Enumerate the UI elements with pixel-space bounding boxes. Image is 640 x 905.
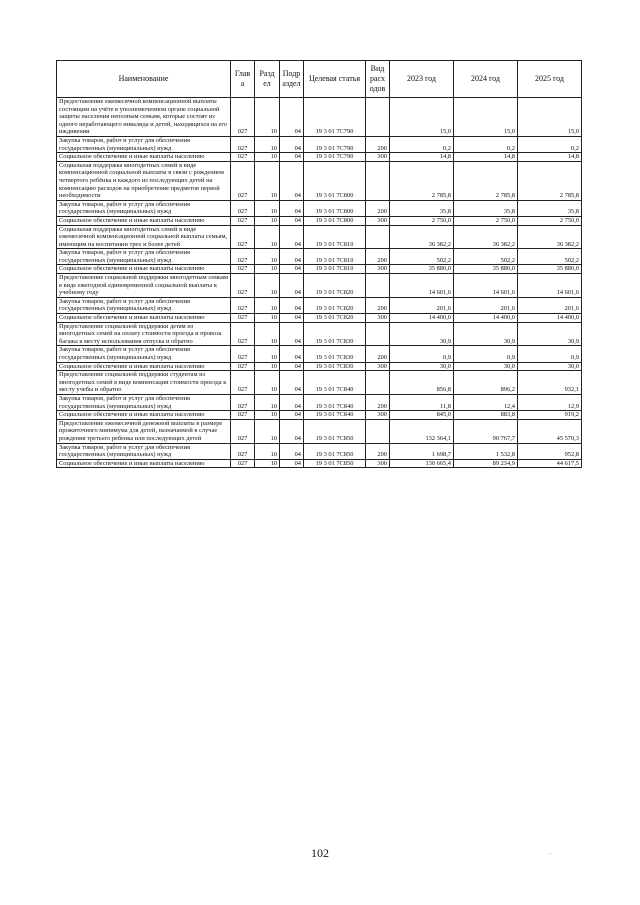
cell-chapter: 027 [231,98,255,137]
cell-chapter: 027 [231,459,255,468]
cell-2025: 14 601,6 [518,274,582,298]
cell-chapter: 027 [231,249,255,265]
cell-2025: 35,8 [518,200,582,216]
table-row [57,371,582,395]
table-row [57,314,582,323]
cell-2023: 856,8 [390,371,454,395]
cell-expense-type: 300 [366,362,390,371]
cell-target: 19 3 01 7C850 [304,459,366,468]
header-section: Разд ел [255,61,280,98]
cell-chapter: 027 [231,216,255,225]
cell-expense-type [366,161,390,200]
cell-expense-type: 300 [366,459,390,468]
cell-2025: 919,2 [518,411,582,420]
cell-name: Социальное обеспечение и иные выплаты населению [57,459,231,468]
cell-2024: 90 767,7 [454,419,518,443]
header-target: Целевая статья [304,61,366,98]
cell-2024: 14 400,0 [454,314,518,323]
cell-2023: 0,9 [390,346,454,362]
cell-target: 19 3 01 7C790 [304,153,366,162]
cell-target: 19 3 01 7C850 [304,443,366,459]
table-row [57,322,582,346]
cell-subsection: 04 [280,161,304,200]
cell-subsection: 04 [280,265,304,274]
header-2024: 2024 год [454,61,518,98]
cell-chapter: 027 [231,362,255,371]
cell-name: Предоставление социальной поддержки детям из многодетных семей на оплату стоимости проезда и провоза багажа к месту использования отпуска и обратно [57,322,231,346]
cell-section: 10 [255,216,280,225]
page-number: 102 [311,846,329,860]
cell-target: 19 3 01 7C830 [304,346,366,362]
cell-chapter: 027 [231,136,255,152]
cell-target: 19 3 01 7C820 [304,297,366,313]
cell-2024: 14 601,6 [454,274,518,298]
cell-chapter: 027 [231,161,255,200]
cell-chapter: 027 [231,314,255,323]
cell-2024: 89 234,9 [454,459,518,468]
cell-2025: 14,8 [518,153,582,162]
budget-table [56,60,582,468]
cell-expense-type: 300 [366,153,390,162]
cell-2025: 15,0 [518,98,582,137]
cell-target: 19 3 01 7C850 [304,419,366,443]
table-row [57,297,582,313]
cell-name: Предоставление ежемесячной денежной выплаты в размере прожиточного минимума для детей, назначаемой в случае рождения третьего ребенка или последующих детей [57,419,231,443]
cell-name: Социальное обеспечение и иные выплаты населению [57,265,231,274]
cell-2025: 2 785,8 [518,161,582,200]
cell-2025: 502,2 [518,249,582,265]
cell-expense-type: 300 [366,314,390,323]
cell-2025: 0,2 [518,136,582,152]
cell-2025: 44 617,5 [518,459,582,468]
table-row [57,419,582,443]
cell-name: Закупка товаров, работ и услуг для обеспечения государственных (муниципальных) нужд [57,297,231,313]
cell-2023: 502,2 [390,249,454,265]
cell-section: 10 [255,200,280,216]
cell-2023: 35 880,0 [390,265,454,274]
cell-expense-type [366,98,390,137]
cell-subsection: 04 [280,322,304,346]
cell-section: 10 [255,297,280,313]
cell-2024: 30,0 [454,362,518,371]
cell-target: 19 3 01 7C790 [304,98,366,137]
cell-section: 10 [255,249,280,265]
cell-2024: 36 382,2 [454,225,518,249]
cell-2024: 1 532,8 [454,443,518,459]
table-row [57,274,582,298]
cell-name: Социальное обеспечение и иные выплаты населению [57,314,231,323]
cell-section: 10 [255,98,280,137]
table-row [57,411,582,420]
cell-subsection: 04 [280,136,304,152]
cell-subsection: 04 [280,362,304,371]
cell-target: 19 3 01 7C830 [304,322,366,346]
cell-2023: 30,9 [390,322,454,346]
cell-name: Закупка товаров, работ и услуг для обеспечения государственных (муниципальных) нужд [57,200,231,216]
table-row [57,136,582,152]
cell-2025: 0,9 [518,346,582,362]
table-row [57,265,582,274]
cell-2024: 35 880,0 [454,265,518,274]
cell-name: Предоставление ежемесячной компенсационной выплаты состоящим на учёте в уполномоченном органе социальной защиты населения неполным семьям, которые состоят из одного неработающего инвалида и детей, находящихся на его иждивении [57,98,231,137]
cell-2025: 45 570,3 [518,419,582,443]
cell-subsection: 04 [280,459,304,468]
table-body [57,98,582,468]
cell-2023: 2 750,0 [390,216,454,225]
cell-name: Социальное обеспечение и иные выплаты населению [57,153,231,162]
cell-2025: 30,0 [518,362,582,371]
cell-2023: 11,8 [390,394,454,410]
cell-chapter: 027 [231,346,255,362]
cell-expense-type [366,371,390,395]
cell-chapter: 027 [231,153,255,162]
cell-section: 10 [255,371,280,395]
table-row [57,346,582,362]
cell-name: Закупка товаров, работ и услуг для обеспечения государственных (муниципальных) нужд [57,249,231,265]
cell-2023: 201,6 [390,297,454,313]
cell-target: 19 3 01 7C800 [304,216,366,225]
cell-chapter: 027 [231,265,255,274]
cell-2024: 35,8 [454,200,518,216]
cell-chapter: 027 [231,297,255,313]
cell-2024: 0,2 [454,136,518,152]
cell-2023: 2 785,8 [390,161,454,200]
cell-chapter: 027 [231,274,255,298]
cell-name: Закупка товаров, работ и услуг для обеспечения государственных (муниципальных) нужд [57,443,231,459]
cell-subsection: 04 [280,314,304,323]
cell-chapter: 027 [231,411,255,420]
cell-2025: 932,1 [518,371,582,395]
header-expense-type: Вид расх одов [366,61,390,98]
cell-name: Социальная поддержка многодетных семей в виде ежемесячной компенсационной социальной выплаты семьям, имеющим на воспитании трех и более детей [57,225,231,249]
table-row [57,459,582,468]
cell-section: 10 [255,394,280,410]
cell-2023: 14,8 [390,153,454,162]
table-row [57,394,582,410]
cell-2023: 845,0 [390,411,454,420]
cell-target: 19 3 01 7C810 [304,265,366,274]
cell-subsection: 04 [280,274,304,298]
cell-2024: 2 785,8 [454,161,518,200]
cell-chapter: 027 [231,419,255,443]
table-row [57,153,582,162]
cell-2024: 883,8 [454,411,518,420]
cell-expense-type: 200 [366,297,390,313]
cell-expense-type [366,322,390,346]
cell-name: Социальное обеспечение и иные выплаты населению [57,216,231,225]
cell-subsection: 04 [280,225,304,249]
cell-2023: 14 400,0 [390,314,454,323]
cell-name: Закупка товаров, работ и услуг для обеспечения государственных (муниципальных) нужд [57,136,231,152]
cell-section: 10 [255,322,280,346]
cell-section: 10 [255,362,280,371]
cell-target: 19 3 01 7C810 [304,249,366,265]
cell-name: Предоставление социальной поддержки студентам из многодетных семей в виде компенсации стоимости проезда к месту учебы и обратно [57,371,231,395]
cell-2024: 201,6 [454,297,518,313]
cell-subsection: 04 [280,200,304,216]
cell-2024: 15,0 [454,98,518,137]
table-row [57,216,582,225]
cell-2024: 896,2 [454,371,518,395]
cell-name: Социальная поддержка многодетных семей в виде компенсационной социальной выплаты в связи с рождением четвертого ребёнка и каждого из последующих детей на компенсацию расходов на приобретение предметов первой необходимости [57,161,231,200]
cell-section: 10 [255,265,280,274]
cell-target: 19 3 01 7C840 [304,371,366,395]
cell-2025: 14 400,0 [518,314,582,323]
cell-2025: 30,9 [518,322,582,346]
header-chapter: Глав а [231,61,255,98]
cell-name: Социальное обеспечение и иные выплаты населению [57,411,231,420]
table-header-row [57,61,582,98]
cell-expense-type [366,419,390,443]
cell-subsection: 04 [280,443,304,459]
cell-section: 10 [255,443,280,459]
cell-section: 10 [255,161,280,200]
cell-expense-type: 200 [366,136,390,152]
cell-2023: 1 698,7 [390,443,454,459]
cell-2023: 130 665,4 [390,459,454,468]
cell-target: 19 3 01 7C800 [304,200,366,216]
cell-2025: 35 880,0 [518,265,582,274]
header-2023: 2023 год [390,61,454,98]
cell-chapter: 027 [231,443,255,459]
cell-chapter: 027 [231,394,255,410]
cell-subsection: 04 [280,394,304,410]
cell-expense-type: 200 [366,249,390,265]
cell-2023: 0,2 [390,136,454,152]
cell-subsection: 04 [280,297,304,313]
cell-subsection: 04 [280,98,304,137]
table-row [57,98,582,137]
cell-2024: 2 750,0 [454,216,518,225]
cell-target: 19 3 01 7C790 [304,136,366,152]
cell-2023: 36 382,2 [390,225,454,249]
cell-section: 10 [255,136,280,152]
cell-2023: 30,0 [390,362,454,371]
cell-subsection: 04 [280,411,304,420]
cell-target: 19 3 01 7C840 [304,394,366,410]
cell-2025: 12,9 [518,394,582,410]
header-2025: 2025 год [518,61,582,98]
cell-subsection: 04 [280,249,304,265]
cell-target: 19 3 01 7C810 [304,225,366,249]
cell-section: 10 [255,411,280,420]
cell-section: 10 [255,153,280,162]
cell-2024: 14,8 [454,153,518,162]
cell-subsection: 04 [280,216,304,225]
cell-section: 10 [255,314,280,323]
cell-target: 19 3 01 7C830 [304,362,366,371]
cell-subsection: 04 [280,346,304,362]
cell-name: Предоставление социальной поддержки многодетным семьям в виде ежегодной единовременной социальной выплаты к учебному году [57,274,231,298]
cell-expense-type: 200 [366,346,390,362]
cell-expense-type [366,225,390,249]
cell-name: Закупка товаров, работ и услуг для обеспечения государственных (муниципальных) нужд [57,346,231,362]
cell-2025: 952,8 [518,443,582,459]
cell-2023: 35,8 [390,200,454,216]
cell-expense-type [366,274,390,298]
cell-2025: 201,6 [518,297,582,313]
header-name: Наименование [57,61,231,98]
table-row [57,362,582,371]
cell-expense-type: 200 [366,394,390,410]
cell-subsection: 04 [280,419,304,443]
cell-2024: 30,9 [454,322,518,346]
cell-2024: 12,4 [454,394,518,410]
margin-mark: ' [550,852,552,860]
cell-2024: 0,9 [454,346,518,362]
cell-expense-type: 300 [366,265,390,274]
cell-expense-type: 200 [366,443,390,459]
cell-chapter: 027 [231,322,255,346]
cell-2025: 36 382,2 [518,225,582,249]
cell-chapter: 027 [231,200,255,216]
cell-target: 19 3 01 7C840 [304,411,366,420]
table-row [57,443,582,459]
cell-expense-type: 300 [366,411,390,420]
table-row [57,200,582,216]
cell-chapter: 027 [231,371,255,395]
cell-section: 10 [255,225,280,249]
cell-target: 19 3 01 7C800 [304,161,366,200]
cell-name: Закупка товаров, работ и услуг для обеспечения государственных (муниципальных) нужд [57,394,231,410]
cell-chapter: 027 [231,225,255,249]
table-row [57,249,582,265]
cell-section: 10 [255,346,280,362]
cell-subsection: 04 [280,153,304,162]
cell-section: 10 [255,274,280,298]
header-subsection: Подр аздел [280,61,304,98]
cell-2023: 15,0 [390,98,454,137]
table-row [57,161,582,200]
cell-2023: 14 601,6 [390,274,454,298]
cell-2023: 132 364,1 [390,419,454,443]
cell-target: 19 3 01 7C820 [304,314,366,323]
cell-name: Социальное обеспечение и иные выплаты населению [57,362,231,371]
cell-expense-type: 200 [366,200,390,216]
cell-section: 10 [255,419,280,443]
cell-expense-type: 300 [366,216,390,225]
cell-2024: 502,2 [454,249,518,265]
table-row [57,225,582,249]
cell-2025: 2 750,0 [518,216,582,225]
cell-target: 19 3 01 7C820 [304,274,366,298]
cell-subsection: 04 [280,371,304,395]
cell-section: 10 [255,459,280,468]
